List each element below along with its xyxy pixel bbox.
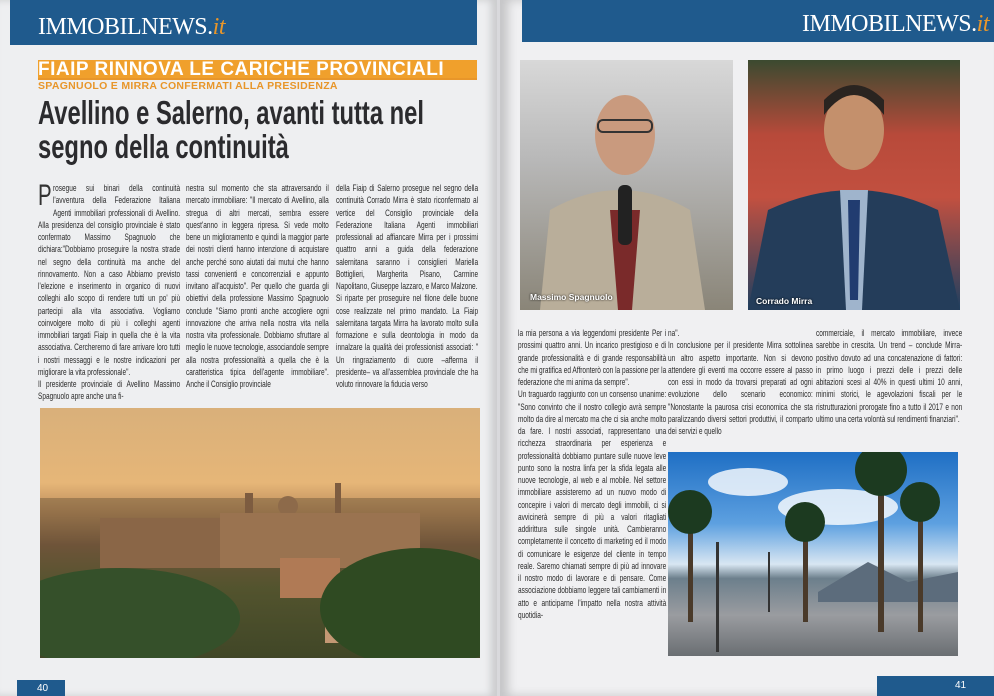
paragraph: la mia persona a via leggendomi presidente Per i prossimi quattro anni. Un incarico prestigioso e di grande professionalità e di grande responsabilità che mi gratifica ed Affronterò con la passione per la federazione che mi anima da sempre".	[518, 328, 667, 388]
portrait-photo-mirra	[748, 60, 960, 310]
palm-promenade-illustration	[668, 452, 958, 656]
headline: Avellino e Salerno, avanti tutta nel segno della continuità	[38, 94, 424, 165]
photo-caption: Corrado Mirra	[756, 296, 813, 306]
paragraph: commerciale, il mercato immobiliare, invece sarebbe in crescita. Un trend – conclude Mirra- positivo dovuto ad una concatenazione di fattori: in primo luogo i prezzi delle i prezzi delle abitazioni scesi al 40% in questi ultimi 10 anni, minimi storici, le agevolazioni fiscali per le ristrutturazioni prorogate fino a tutto il 2017 e non ultimo una certa volontà sul rendimenti finanziari".	[816, 328, 963, 425]
page-number-40: 40	[17, 680, 65, 696]
paragraph: In conclusione per il presidente Mirra sottolinea un altro aspetto importante. Non si devono attendere gli eventi ma occorre essere al passo con essi in modo da trovarsi preparati ad ogni evoluzione dello scenario economico: "Nonostante la paurosa crisi economica che sta paralizzando diversi settori produttivi, il comparto dei servizi e quello	[668, 340, 813, 437]
article-column-1	[38, 179, 181, 404]
seafront-photo	[668, 452, 958, 656]
logo-text: IMMOBILNEWS.	[802, 11, 977, 37]
man-with-microphone-illustration	[520, 60, 733, 310]
article-column-1	[518, 328, 666, 622]
header-band	[522, 0, 994, 42]
article-column-2	[668, 328, 813, 438]
city-skyline-illustration	[40, 408, 480, 658]
logo-suffix: it	[212, 14, 225, 40]
kicker-banner: FIAIP RINNOVA LE CARICHE PROVINCIALI	[38, 60, 477, 80]
article-column-2	[186, 183, 329, 391]
paragraph: Il presidente provinciale di Avellino Massimo Spagnuolo apre anche una fi-	[38, 379, 181, 403]
paragraph: Un traguardo raggiunto con un consenso unanime: "Sono convinto che il nostro collegio avrà sempre molto da dire al mercato ma che ci sia anche molto da fare. I nostri associati, rappresentano una ricchezza straordinaria per esperienza e professionalità dobbiamo puntare sulle nuove leve punto sono la nostra linfa per la sfida legata alle nuove tecnologie, al web e al mobile. Nel settore immobiliare assisteremo ad un nuovo modo di concepire i valori di mercato degli immobili, ci si avvicinerà sempre di più a valori ritagliati addirittura sulle singole unità. Cambieranno completamente il concetto di marketing ed il modo di comunicare le esigenze del cliente in tempo reale. Saremo chiamati sempre di più ad innovare il nostro modo di lavorare e di pensare. Come associazione dobbiamo leggere tali cambiamenti in atto e anticiparne l'impatto nella nostra attività quotidia-	[518, 389, 667, 621]
right-page	[500, 0, 994, 696]
paragraph: della Fiaip di Salerno prosegue nel segno della continuità Corrado Mirra è stato riconfermato al vertice del Consiglio provinciale della Federazione Italiana Agenti immobiliari professionali ad affiancare Mirra per i prossimi quattro anni a guida della federazione salernitana saranno i consiglieri Mariella Bottiglieri, Margherita Pisano, Carmine Napolitano, Giuseppe Iazzaro, e Marco Malzone.	[336, 183, 479, 292]
subtitle: SPAGNUOLO E MIRRA CONFERMATI ALLA PRESIDENZA	[38, 80, 338, 92]
drop-cap: P	[38, 179, 52, 212]
paragraph: nestra sul momento che sta attraversando il mercato immobiliare: "Il mercato di Avellino, alla stregua di altri mercati, sembra essere quest'anno in leggera ripresa. Si vede molto bene un miglioramento e quindi la maggior parte dei nostri clienti hanno intenzione di acquistare anche perché sono aiutati dai mutui che hanno tassi convenienti e concorrenziali e appunto invitano all'acquisto". Per quello che guarda gli obiettivi della professione Massimo Spagnuolo conclude "Siamo pronti anche accogliere ogni innovazione che arriva nella nostra vita nella nostra vita professionale. Dobbiamo sfruttare al meglio le nuove tecnologie, associandole sempre alla nostra professionalità a quella che è la caratteristica tipica dell'agente immobiliare". Anche il Consiglio provinciale	[186, 183, 329, 390]
logo-text: IMMOBILNEWS.	[38, 14, 213, 40]
photo-caption: Massimo Spagnuolo	[530, 292, 613, 302]
magazine-logo	[38, 14, 225, 41]
paragraph: Si riparte per proseguire nel filone delle buone cose realizzate nel primo mandato. La Fiaip salernitana targata Mirra ha lavorato molto sulla formazione e sulla deontologia in modo da innalzare la qualità dei professionisti associati: " Un ringraziamento di cuore –afferma il presidente– va all'assemblea provinciale che ha voluto rinnovare la fiducia verso	[336, 293, 479, 390]
magazine-logo	[802, 11, 989, 38]
header-band	[10, 0, 477, 45]
logo-suffix: it	[976, 11, 989, 37]
city-photo	[40, 408, 480, 658]
article-column-3	[336, 183, 478, 391]
man-in-suit-illustration	[748, 60, 960, 310]
paragraph: na".	[668, 328, 680, 339]
page-number-41: 41	[877, 676, 994, 696]
article-column-3	[816, 328, 962, 426]
portrait-photo-spagnuolo	[520, 60, 733, 310]
paragraph: rosegue sui binari della continuità l'avventura della Federazione Italiana Agenti immobiliari professionali di Avellino. Alla presidenza del consiglio provinciale è stato confermato Massimo Spagnuolo che dichiara:"Dobbiamo proseguire la nostra strade nel segno della continuità ma anche del rinnovamento. Non a caso Abbiamo previsto l'elezione e inserimento in organico di nuovi colleghi allo scopo di rendere tutti un po' più partecipi alla vita associativa. Vogliamo coinvolgere molto di più i colleghi agenti immobiliari targati Fiaip in quella che è la vita associativa. Cercheremo di fare arrivare loro tutti i nostri messaggi e le nostre indicazioni per migliorare la vita professionale".	[38, 183, 181, 378]
